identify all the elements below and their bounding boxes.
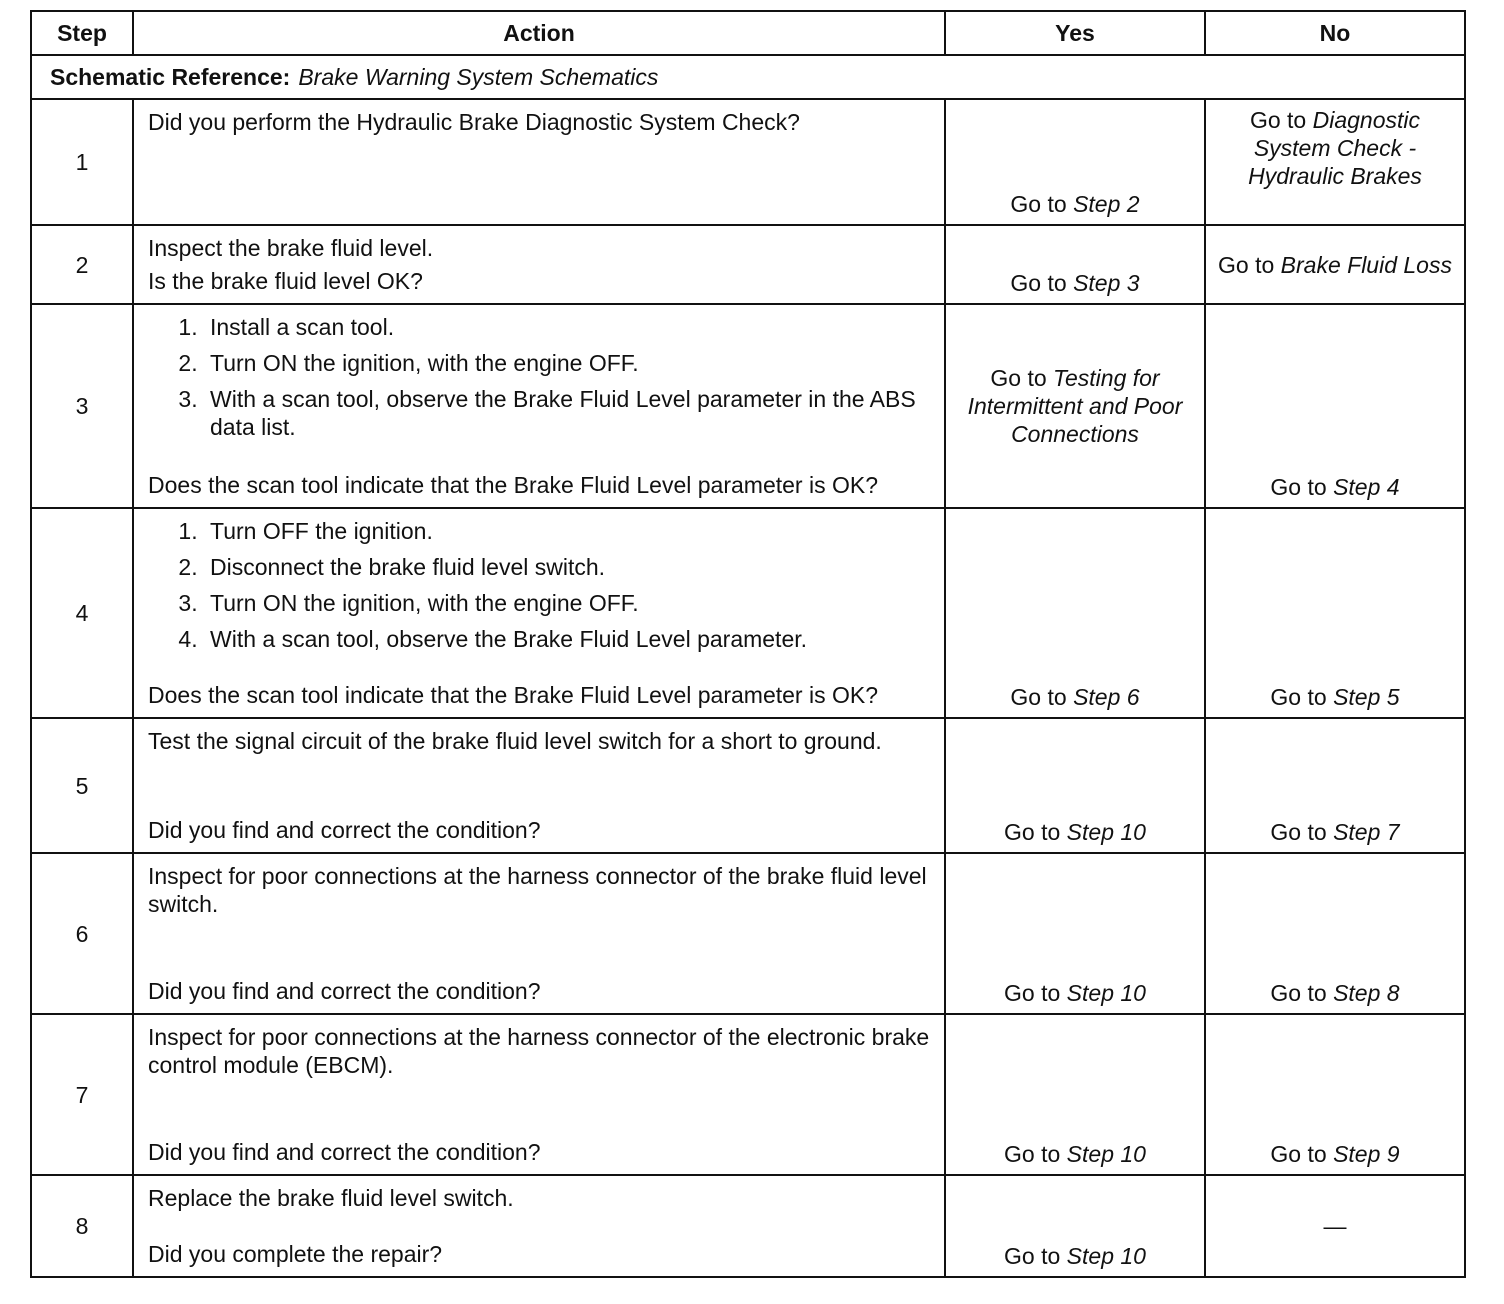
goto-label: Go to	[1010, 270, 1067, 296]
yes-cell	[946, 1015, 1206, 1174]
yes-goto[interactable]	[1004, 1242, 1146, 1270]
yes-cell	[946, 226, 1206, 303]
header-no: No	[1319, 20, 1351, 46]
yes-goto[interactable]	[1004, 1140, 1146, 1168]
goto-label: Go to	[990, 365, 1047, 391]
step-number: 5	[32, 719, 134, 852]
no-goto[interactable]	[1270, 473, 1399, 501]
no-target: Diagnostic System Check - Hydraulic Brakes	[1248, 107, 1422, 189]
yes-cell	[946, 854, 1206, 1013]
no-target: Step 7	[1333, 819, 1400, 845]
yes-target: Testing for Intermittent and Poor Connections	[967, 365, 1183, 447]
goto-label: Go to	[1270, 819, 1327, 845]
step-number: 6	[32, 854, 134, 1013]
step-action	[134, 305, 946, 507]
no-cell	[1206, 509, 1464, 717]
yes-target: Step 10	[1066, 819, 1146, 845]
action-question: Is the brake fluid level OK?	[148, 268, 423, 294]
action-text: Inspect for poor connections at the harness connector of the electronic brake control module (EBCM).	[148, 1024, 930, 1078]
no-goto[interactable]	[1218, 251, 1452, 279]
step-number: 8	[32, 1176, 134, 1276]
no-cell	[1206, 854, 1464, 1013]
goto-label: Go to	[1270, 474, 1327, 500]
action-text: Inspect the brake fluid level.	[148, 235, 434, 261]
yes-target: Step 2	[1073, 191, 1140, 217]
yes-cell	[946, 509, 1206, 717]
schematic-label: Schematic Reference:	[50, 63, 291, 90]
yes-target: Step 10	[1066, 1141, 1146, 1167]
list-item: 1. Install a scan tool.	[204, 313, 930, 341]
goto-label: Go to	[1270, 1141, 1327, 1167]
yes-goto[interactable]	[1004, 818, 1146, 846]
table-row	[32, 717, 1464, 852]
yes-cell	[946, 719, 1206, 852]
list-item: 2. Turn ON the ignition, with the engine OFF.	[204, 349, 930, 377]
step-action	[134, 1176, 946, 1276]
list-item: 2. Disconnect the brake fluid level switch.	[204, 553, 930, 581]
goto-label: Go to	[1249, 107, 1307, 133]
yes-target: Step 10	[1066, 1243, 1146, 1269]
table-row	[32, 1013, 1464, 1174]
yes-target: Step 3	[1073, 270, 1140, 296]
goto-label: Go to	[1004, 819, 1061, 845]
yes-target: Step 6	[1073, 684, 1140, 710]
goto-label: Go to	[1270, 980, 1327, 1006]
goto-label: Go to	[1270, 684, 1327, 710]
step-action	[134, 509, 946, 717]
no-target: Step 4	[1333, 474, 1400, 500]
action-list	[148, 313, 930, 449]
list-item: 3. With a scan tool, observe the Brake Fluid Level parameter in the ABS data list.	[204, 385, 930, 441]
step-number: 4	[32, 509, 134, 717]
no-goto[interactable]	[1270, 979, 1399, 1007]
step-number: 3	[32, 305, 134, 507]
yes-goto[interactable]	[1010, 269, 1139, 297]
table-row	[32, 303, 1464, 507]
step-number: 7	[32, 1015, 134, 1174]
schematic-reference	[32, 54, 1464, 98]
action-text: Did you perform the Hydraulic Brake Diagnostic System Check?	[148, 109, 800, 135]
action-question: Did you complete the repair?	[148, 1241, 443, 1267]
action-question: Did you find and correct the condition?	[148, 978, 541, 1004]
no-cell	[1206, 1176, 1464, 1276]
no-target: Step 8	[1333, 980, 1400, 1006]
no-cell	[1206, 100, 1464, 224]
no-goto[interactable]	[1270, 1140, 1399, 1168]
step-action	[134, 1015, 946, 1174]
yes-goto[interactable]	[1004, 979, 1146, 1007]
yes-cell	[946, 100, 1206, 224]
step-number: 1	[32, 100, 134, 224]
list-item: 3. Turn ON the ignition, with the engine OFF.	[204, 589, 930, 617]
no-cell	[1206, 226, 1464, 303]
no-target: Step 5	[1333, 684, 1400, 710]
action-question: Does the scan tool indicate that the Brake Fluid Level parameter is OK?	[148, 682, 879, 708]
goto-label: Go to	[1010, 191, 1067, 217]
table-row	[32, 507, 1464, 717]
no-target: Brake Fluid Loss	[1280, 251, 1452, 278]
no-dash: —	[1323, 1213, 1347, 1239]
yes-goto[interactable]	[950, 364, 1200, 448]
schematic-link[interactable]: Brake Warning System Schematics	[298, 63, 659, 90]
yes-goto[interactable]	[1010, 683, 1139, 711]
step-number: 2	[32, 226, 134, 303]
no-cell	[1206, 1015, 1464, 1174]
action-list	[148, 517, 930, 661]
table-header	[32, 12, 1464, 54]
action-question: Did you find and correct the condition?	[148, 817, 541, 843]
yes-cell	[946, 305, 1206, 507]
header-step: Step	[32, 12, 134, 54]
action-text: Replace the brake fluid level switch.	[148, 1185, 514, 1211]
diagnostic-table	[30, 10, 1466, 1278]
action-text: Test the signal circuit of the brake fluid level switch for a short to ground.	[148, 728, 882, 754]
yes-target: Step 10	[1066, 980, 1146, 1006]
header-action: Action	[134, 12, 946, 54]
no-goto[interactable]	[1270, 818, 1399, 846]
list-item: 1. Turn OFF the ignition.	[204, 517, 930, 545]
action-question: Did you find and correct the condition?	[148, 1139, 541, 1165]
goto-label: Go to	[1004, 980, 1061, 1006]
step-action	[134, 226, 946, 303]
action-text: Inspect for poor connections at the harness connector of the brake fluid level switch.	[148, 863, 927, 917]
yes-cell	[946, 1176, 1206, 1276]
step-action	[134, 719, 946, 852]
goto-label: Go to	[1218, 251, 1275, 278]
no-goto[interactable]	[1270, 683, 1399, 711]
table-row	[32, 852, 1464, 1013]
no-cell	[1206, 719, 1464, 852]
goto-label: Go to	[1004, 1243, 1061, 1269]
header-yes: Yes	[946, 12, 1206, 54]
table-row	[32, 1174, 1464, 1276]
table-row	[32, 224, 1464, 303]
action-question: Does the scan tool indicate that the Brake Fluid Level parameter is OK?	[148, 472, 879, 498]
list-item: 4. With a scan tool, observe the Brake Fluid Level parameter.	[204, 625, 930, 653]
yes-goto[interactable]	[1010, 190, 1139, 218]
no-target: Step 9	[1333, 1141, 1400, 1167]
no-goto[interactable]	[1212, 106, 1458, 190]
step-action	[134, 100, 946, 224]
goto-label: Go to	[1010, 684, 1067, 710]
step-action	[134, 854, 946, 1013]
table-row	[32, 98, 1464, 224]
no-cell	[1206, 305, 1464, 507]
goto-label: Go to	[1004, 1141, 1061, 1167]
